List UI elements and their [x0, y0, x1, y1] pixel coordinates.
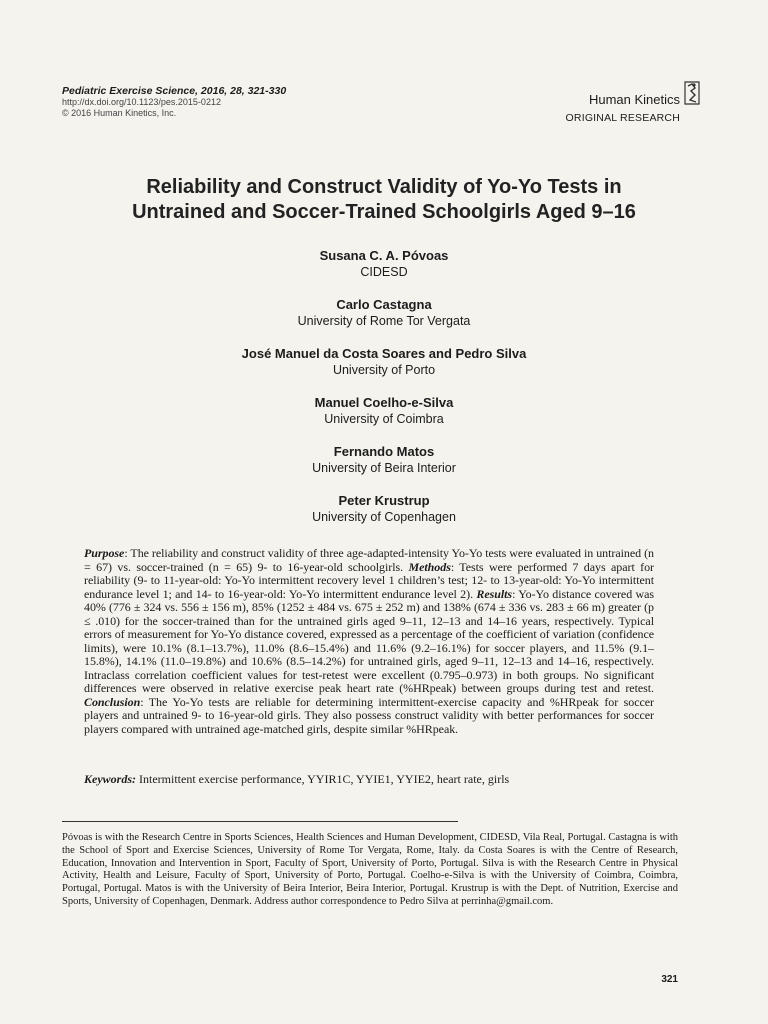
keywords-text: Intermittent exercise performance, YYIR1C, YYIE1, YYIE2, heart rate, girls — [136, 772, 510, 786]
author-entry — [60, 444, 708, 476]
author-affiliation: University of Copenhagen — [312, 510, 456, 524]
page-number: 321 — [661, 974, 678, 985]
section-label-block — [566, 110, 680, 126]
author-name: Fernando Matos — [333, 444, 435, 459]
abstract-results-text: : Yo-Yo distance covered was 40% (776 ± 324 vs. 556 ± 156 m), 85% (1252 ± 484 vs. 675 ± 252 m) and 138% (674 ± 336 vs. 283 ± 66 m) greater (p ≤ .010) for the soccer-trained than for the untrained girls aged 9–11, 12–13 and 14–16 years, respectively. Typical errors of measurement for Yo-Yo distance covered, expressed as a percentage of the coefficient of variation (confidence limits), were 10.1% (8.1–13.7%), 11.0% (8.6–15.4%) and 11.6% (9.2–16.1%) for soccer players, and 11.5% (9.1–15.8%), 14.1% (11.0–19.8%) and 10.6% (8.5–14.2%) for untrained girls, aged 9–11, 12–13 and 14–16, respectively. Intraclass correlation coefficient values for test-retest were excellent (0.795–0.973) in both groups. No significant differences were observed in relative exercise peak heart rate (%HRpeak) between groups during test and retest. — [84, 586, 655, 695]
author-name: José Manuel da Costa Soares and Pedro Silva — [241, 346, 527, 361]
author-affiliation: CIDESD — [360, 265, 408, 279]
section-label: ORIGINAL RESEARCH — [565, 112, 680, 124]
author-list — [60, 248, 708, 542]
author-name: Manuel Coelho-e-Silva — [314, 395, 454, 410]
abstract-purpose-label: Purpose — [84, 546, 125, 560]
doi-link[interactable]: http://dx.doi.org/10.1123/pes.2015-0212 — [62, 97, 221, 107]
journal-info — [62, 86, 286, 119]
abstract-results-label: Results — [476, 586, 513, 601]
affiliation-footnote: Póvoas is with the Research Centre in Sports Sciences, Health Sciences and Human Development, CIDESD, Vila Real, Portugal. Castagna is with the School of Sport and Exercise Sciences, University of Rome Tor Vergata, Rome, Italy. da Costa Soares is with the Centre of Research, Education, Innovation and Intervention in Sport, Faculty of Sport, University of Porto, Portugal. Silva is with the Research Centre in Physical Activity, Health and Leisure, Faculty of Sport, University of Porto, Portugal. Coelho-e-Silva is with the University of Coimbra, Coimbra, Portugal, Portugal. Matos is with the University of Beira Interior, Beira Interior, Portugal. Krustrup is with the Dept. of Nutrition, Exercise and Sports, University of Copenhagen, Denmark. Address author correspondence to Pedro Silva at perrinha@gmail.com. — [62, 832, 678, 907]
article-title-line-2: Untrained and Soccer-Trained Schoolgirls Aged 9–16 — [132, 201, 636, 223]
journal-title: Pediatric Exercise Science, 2016, 28, 321-330 — [62, 85, 287, 97]
author-affiliation: University of Coimbra — [324, 412, 444, 426]
author-name: Susana C. A. Póvoas — [319, 248, 449, 263]
publisher-name: Human Kinetics — [588, 92, 680, 107]
keywords-label: Keywords: — [84, 772, 136, 786]
abstract-conclusion-text: : The Yo-Yo tests are reliable for determining intermittent-exercise capacity and %HRpeak for soccer players and untrained 9- to 16-year-old girls. They also possess construct validity with better performances for soccer players compared with untrained age-matched girls, despite similar %HRpeak. — [84, 694, 654, 736]
author-name: Peter Krustrup — [338, 493, 430, 508]
abstract-methods-text: : Tests were performed 7 days apart for reliability (9- to 11-year-old: Yo-Yo intermittent recovery level 1 children’s test; 12- to 13-year-old: Yo-Yo intermittent endurance level 1; and 14- to 16-year-old: Yo-Yo intermittent endurance level 2). — [84, 559, 654, 601]
author-affiliation: University of Porto — [332, 363, 436, 377]
author-affiliation: University of Rome Tor Vergata — [297, 314, 471, 328]
keywords — [84, 772, 654, 786]
author-affiliation: University of Beira Interior — [312, 461, 456, 475]
article-title — [60, 175, 708, 225]
abstract-purpose-text: : The reliability and construct validity of three age-adapted-intensity Yo-Yo tests were evaluated in untrained (n = 67) vs. soccer-trained (n = 65) 9- to 16-year-old schoolgirls. — [84, 546, 654, 574]
author-entry — [60, 297, 708, 329]
abstract-conclusion-label: Conclusion — [84, 694, 141, 709]
footnote-divider — [62, 821, 458, 822]
author-entry — [60, 248, 708, 280]
article-title-line-1: Reliability and Construct Validity of Yo-Yo Tests in — [146, 176, 622, 198]
abstract — [84, 547, 654, 736]
human-kinetics-logo-icon — [682, 80, 702, 106]
copyright-line: © 2016 Human Kinetics, Inc. — [62, 108, 177, 118]
publisher-info — [589, 92, 680, 108]
author-entry — [60, 493, 708, 525]
author-name: Carlo Castagna — [336, 297, 432, 312]
abstract-methods-label: Methods — [408, 559, 451, 574]
author-entry — [60, 346, 708, 378]
author-entry — [60, 395, 708, 427]
